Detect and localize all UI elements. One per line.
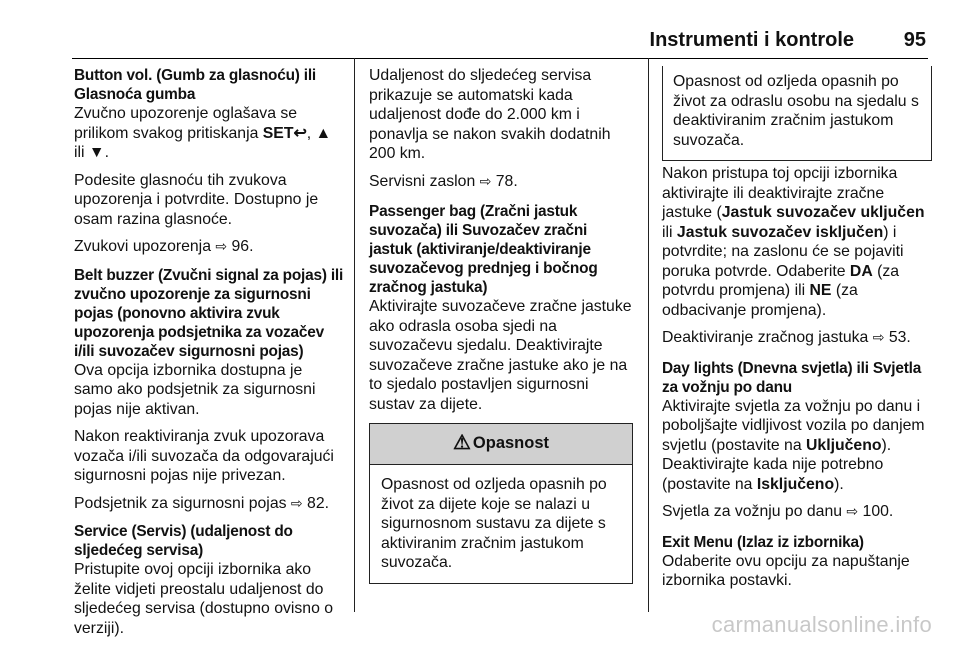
column-2 (369, 66, 633, 584)
section-passenger-bag (369, 202, 633, 414)
paragraph: Udaljenost do sljedećeg servisa prikazuje se automatski kada udaljenost dođe do 2.000 km i ponavlja se nakon svakih dodatnih 200 km. (369, 67, 611, 162)
warning-continuation-box (662, 66, 932, 161)
section-service (74, 522, 344, 638)
paragraph: Ova opcija izbornika dostupna je samo ako podsjetnik za sigurnosni pojas nije aktivan. (74, 361, 316, 418)
page-reference[interactable]: 100. (862, 503, 894, 520)
section-volume (74, 66, 344, 257)
section-exit-menu (662, 533, 932, 591)
section-title: Day lights (Dnevna svjetla) ili Svjetla za vožnju po danu (662, 359, 922, 396)
page-reference[interactable]: 78. (495, 172, 518, 190)
warning-box (369, 423, 633, 584)
page-ref-arrow-icon: ⇨ (479, 172, 492, 189)
section-title: Exit Menu (Izlaz iz izbornika) (662, 533, 864, 551)
paragraph: Aktivirajte suvozačeve zračne jastuke ako odrasla osoba sjedi na suvozačevu sjedalu. Deaktivirajte suvozačeve zračne jastuke ako je na to sjedalo postavljen sigurnosni sustav za dijete. (369, 298, 632, 413)
section-title: Button vol. (Gumb za glasnoću) ili Glasnoća gumba (74, 67, 317, 103)
paragraph: Aktivirajte svjetla za vožnju po danu i poboljšajte vidljivost vozila po danjem svjetlu (postavite na Uključeno). Deaktivirajte kada nije potrebno (postavite na Isključeno). (662, 397, 925, 493)
paragraph: Deaktiviranje zračnog jastuka ⇨ 53. (662, 329, 911, 346)
section-title: Passenger bag (Zračni jastuk suvozača) ili Suvozačev zračni jastuk (aktiviranje/deaktiviranje suvozačevog prednjeg i bočnog zračnog jastuka) (369, 203, 598, 296)
paragraph: Odaberite ovu opciju za napuštanje izbornika postavki. (662, 552, 910, 589)
warning-triangle-icon: ⚠ (452, 432, 471, 455)
page-number: 95 (903, 29, 926, 51)
paragraph: Zvučno upozorenje oglašava se prilikom svakog pritiskanja SET↩, ▲ ili ▼. (74, 105, 332, 161)
page-title: Instrumenti i kontrole (649, 29, 854, 51)
warning-header (370, 424, 632, 465)
page-reference[interactable]: 96. (231, 238, 254, 255)
paragraph: Zvukovi upozorenja ⇨ 96. (74, 238, 254, 255)
page-ref-arrow-icon: ⇨ (290, 494, 303, 511)
watermark: carmanualsonline.info (711, 612, 932, 637)
paragraph: Pristupite ovoj opciji izbornika ako želite vidjeti preostalu udaljenost do sljedećeg servisa (dostupno ovisno o verziji). (74, 561, 334, 637)
section-belt-buzzer (74, 266, 344, 514)
paragraph: Podsjetnik za sigurnosni pojas ⇨ 82. (74, 494, 329, 512)
column-1 (74, 66, 344, 647)
column-3 (662, 164, 932, 600)
page-ref-arrow-icon: ⇨ (872, 329, 885, 345)
page-header (72, 28, 928, 59)
page-reference[interactable]: 53. (888, 329, 911, 346)
section-day-lights (662, 359, 932, 522)
return-icon: ↩ (293, 124, 307, 142)
section-title: Service (Servis) (udaljenost do sljedećeg servisa) (74, 523, 293, 559)
warning-title: Opasnost (472, 434, 550, 453)
page-reference[interactable]: 82. (307, 494, 329, 512)
up-arrow-icon: ▲ (315, 124, 332, 142)
page-ref-arrow-icon: ⇨ (215, 238, 228, 254)
paragraph: Nakon reaktiviranja zvuk upozorava vozača i/ili suvozača da odgovarajući sigurnosni pojas nije privezan. (74, 428, 334, 484)
warning-text: Opasnost od ozljeda opasnih po život za dijete koje se nalazi u sigurnosnom sustavu za dijete s aktiviranim zračnim jastukom suvozača. (381, 476, 607, 571)
page-ref-arrow-icon: ⇨ (846, 503, 859, 519)
paragraph: Servisni zaslon ⇨ 78. (369, 172, 518, 190)
column-divider (354, 58, 355, 612)
paragraph: Podesite glasnoću tih zvukova upozorenja i potvrdite. Dostupno je osam razina glasnoće. (74, 171, 319, 228)
column-divider (648, 58, 649, 612)
paragraph: Svjetla za vožnju po danu ⇨ 100. (662, 503, 894, 520)
warning-text: Opasnost od ozljeda opasnih po život za odraslu osobu na sjedalu s deaktiviranim zračnim jastukom suvozača. (673, 73, 919, 149)
paragraph: Nakon pristupa toj opciji izbornika aktivirajte ili deaktivirajte zračne jastuke (Jastuk suvozačev uključen ili Jastuk suvozačev isključen) i potvrdite; na zaslonu će se pojaviti poruka potvrde. Odaberite DA (za potvrdu promjena) ili NE (za odbacivanje promjena). (662, 165, 925, 319)
section-title: Belt buzzer (Zvučni signal za pojas) ili zvučno upozorenje za sigurnosni pojas (ponovno aktivira zvuk upozorenja podsjetnika za vozačev i/ili suvozačev sigurnosni pojas) (74, 266, 344, 360)
down-arrow-icon: ▼ (88, 144, 105, 161)
